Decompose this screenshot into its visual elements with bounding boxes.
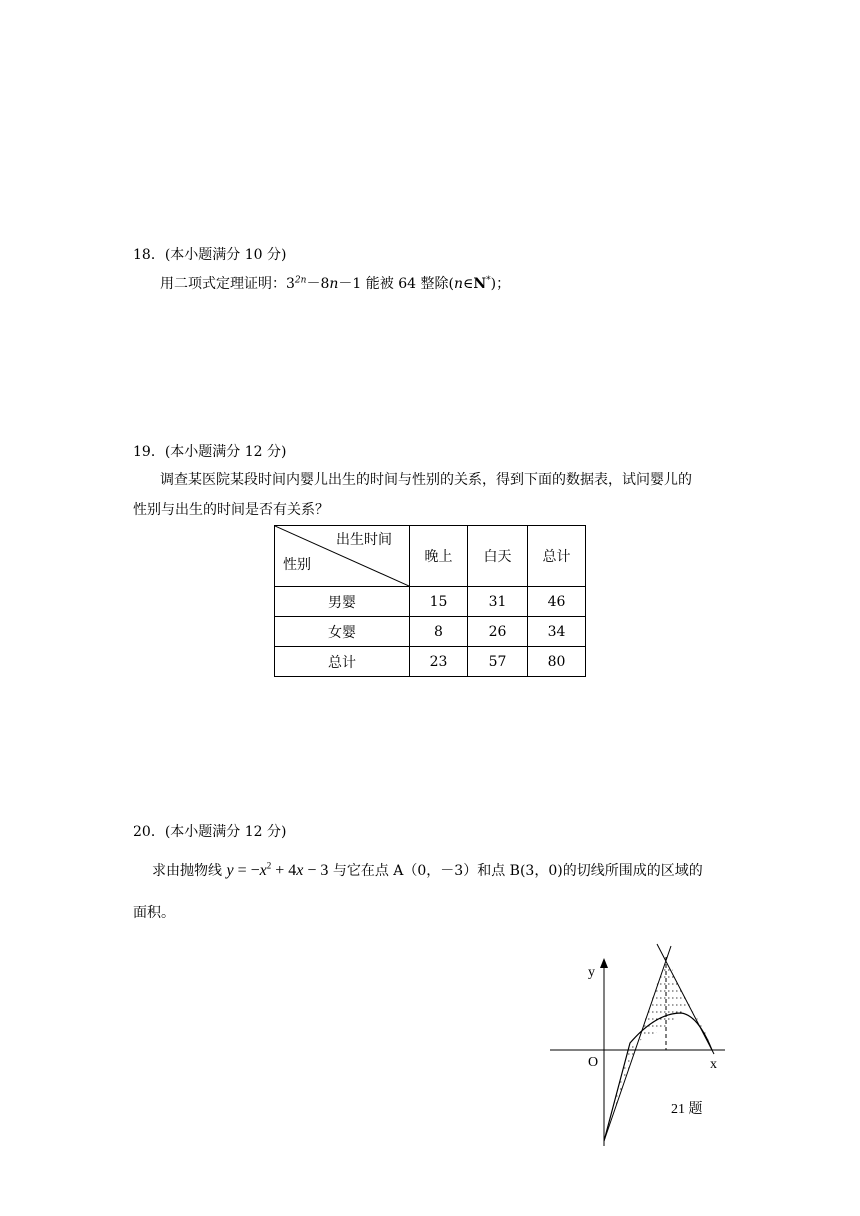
q19-line1: 调查某医院某段时间内婴儿出生的时间与性别的关系，得到下面的数据表，试问婴儿的 [160,472,692,488]
column-header: 总计 [528,526,586,587]
figure-caption: 21 题 [671,1102,703,1117]
q18-n2: n [453,276,463,292]
corner-bottom-label: 性别 [283,557,311,573]
table-cell: 46 [528,587,586,617]
row-label: 女婴 [275,617,410,647]
y-axis-label: y [588,965,595,980]
table-cell: 57 [468,647,528,677]
tangent-line-a [604,946,671,1141]
q18-n1: n [329,276,339,292]
table-cell: 34 [528,617,586,647]
y-axis-arrow-icon [600,958,608,968]
table-row [275,647,586,677]
q18-header: 18．(本小题满分 10 分) [133,247,287,263]
row-label: 男婴 [275,587,410,617]
row-label: 总计 [275,647,410,677]
table-cell: 23 [410,647,468,677]
table-corner-cell [275,526,410,587]
table-cell: 8 [410,617,468,647]
shaded-region [580,970,730,1141]
column-header: 白天 [468,526,528,587]
q20-text2: 与它在点 A（0，－3）和点 B(3，0)的切线所围成的区域的 [332,863,703,879]
corner-top-label: 出生时间 [336,532,392,548]
table-row [275,617,586,647]
table-header-row [275,526,586,587]
column-header: 晚上 [410,526,468,587]
q18-exponent: 2n [294,275,307,286]
table-cell: 15 [410,587,468,617]
birth-data-table [274,525,586,677]
q18-in-symbol: ∈ [462,276,474,292]
q18-text-prefix: 用二项式定理证明：3 [160,276,295,292]
q18-N: N [473,276,487,292]
parabola-equation: $y = -x^2 + 4x - 3$ [226,860,329,879]
table-cell: 80 [528,647,586,677]
q18-text-end: )； [490,276,511,292]
q20-header: 20．(本小题满分 12 分) [133,824,287,840]
q19-line2: 性别与出生的时间是否有关系？ [133,502,329,518]
q18-statement [160,273,510,293]
q20-line1 [152,860,703,880]
q19-header: 19．(本小题满分 12 分) [133,444,287,460]
table-row [275,587,586,617]
table-cell: 26 [468,617,528,647]
parabola-curve [604,1013,712,1141]
origin-label: O [588,1055,599,1070]
q18-text-mid1: －8 [306,276,330,292]
table-cell: 31 [468,587,528,617]
x-axis-label: x [710,1057,717,1072]
q18-star: * [486,275,491,286]
q20-line2: 面积。 [133,905,175,921]
q18-text-mid2: －1 能被 64 整除( [338,276,454,292]
parabola-tangent-figure [540,940,740,1150]
q20-text1: 求由抛物线 [152,863,222,879]
